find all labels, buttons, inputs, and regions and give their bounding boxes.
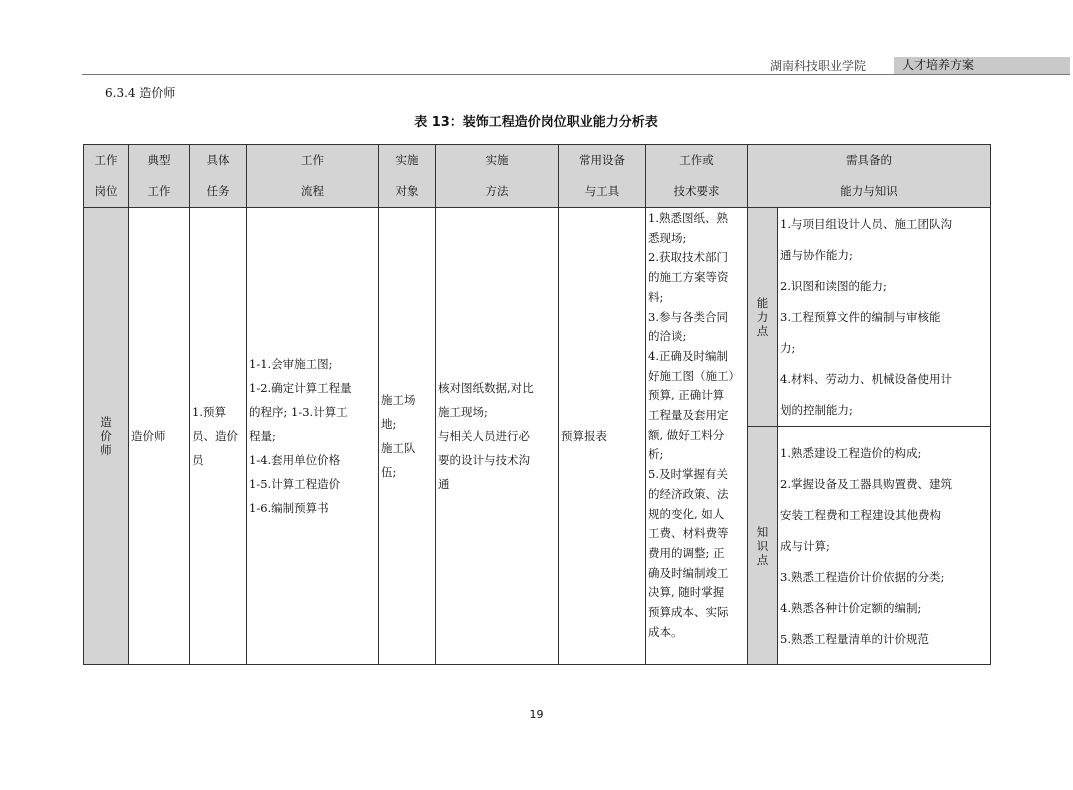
page-number: 19 (529, 708, 544, 721)
text-line: 地; (381, 417, 397, 431)
method-cell (436, 208, 559, 665)
text-line: 通 (438, 477, 450, 491)
flow-cell (247, 208, 379, 665)
knowledge-point-list (778, 427, 991, 665)
abilities-knowledge-cell (748, 208, 991, 665)
text-line: 5.及时掌握有关 (648, 467, 728, 482)
text-line: 1.与项目组设计人员、施工团队沟 (780, 216, 952, 231)
text-line: 1.熟悉图纸、熟 (648, 211, 728, 225)
header-cell-requirements: 工作或 技术要求 (646, 145, 748, 208)
text-line: 额, 做好工料分 (648, 427, 725, 442)
text-line: 工程量及套用定 (648, 408, 729, 423)
text-line: 1-4.套用单位价格 (249, 453, 341, 467)
text-line: 施工队 (381, 441, 416, 455)
text-line: 的洽谈; (648, 329, 687, 344)
vertical-post-label: 造 价 师 (100, 415, 112, 457)
text-line: 5.熟悉工程量清单的计价规范 (780, 632, 929, 646)
task-cell (190, 208, 247, 665)
header-cell-typical-work: 典型 工作 (129, 145, 190, 208)
text-line: 3.工程预算文件的编制与审核能 (780, 309, 941, 324)
text-line: 的经济政策、法 (648, 486, 729, 501)
text-line: 好施工图（施工） (648, 368, 740, 383)
text-line: 划的控制能力; (780, 402, 853, 417)
text-line: 员、造价 (192, 429, 238, 443)
text-line: 4.正确及时编制 (648, 348, 728, 363)
header-school-name: 湖南科技职业学院 (770, 59, 867, 73)
knowledge-point-label: 知 识 点 (748, 427, 778, 665)
text-line: 员 (192, 453, 204, 467)
header-cell-tools: 常用设备 与工具 (559, 145, 646, 208)
text-line: 工费、材料费等 (648, 526, 729, 541)
text-line: 料; (648, 289, 664, 304)
text-line: 施工现场; (438, 405, 488, 419)
header-document-title: 人才培养方案 (894, 57, 1070, 74)
header-cell-object: 实施 对象 (379, 145, 436, 208)
text-line: 析; (648, 447, 664, 462)
text-line: 成本。 (648, 624, 683, 639)
skill-point-list (778, 208, 991, 427)
text-line: 1-1.会审施工图; (249, 357, 333, 371)
header-cell-flow: 工作 流程 (247, 145, 379, 208)
text-line: 预算成本、实际 (648, 605, 729, 620)
text-line: 规的变化, 如人 (648, 506, 725, 521)
text-line: 1-6.编制预算书 (249, 501, 329, 515)
requirements-cell (646, 208, 748, 665)
text-line: 与相关人员进行必 (438, 429, 530, 443)
text-line: 3.熟悉工程造价计价依据的分类; (780, 570, 945, 584)
abilities-subtable (748, 208, 990, 664)
competency-table (83, 144, 991, 665)
header-cell-method: 实施 方法 (436, 145, 559, 208)
tools-cell: 预算报表 (559, 208, 646, 665)
text-line: 2.掌握设备及工器具购置费、建筑 (780, 477, 952, 491)
header-cell-abilities: 需具备的 能力与知识 (748, 145, 991, 208)
text-line: 2.识图和读图的能力; (780, 278, 887, 293)
text-line: 伍; (381, 465, 397, 479)
text-line: 要的设计与技术沟 (438, 453, 530, 467)
text-line: 费用的调整; 正 (648, 545, 725, 560)
text-line: 成与计算; (780, 539, 830, 553)
text-line: 4.熟悉各种计价定额的编制; (780, 601, 922, 615)
table-caption: 表 13：装饰工程造价岗位职业能力分析表 (414, 115, 658, 130)
text-line: 决算, 随时掌握 (648, 585, 725, 600)
table-row (84, 208, 991, 665)
skill-point-label: 能 力 点 (748, 208, 778, 427)
text-line: 的程序; 1-3.计算工 (249, 405, 348, 419)
header-rule (82, 74, 1070, 75)
text-line: 1.熟悉建设工程造价的构成; (780, 446, 922, 460)
text-line: 通与协作能力; (780, 247, 853, 262)
text-line: 确及时编制竣工 (648, 565, 729, 580)
text-line: 预算, 正确计算 (648, 388, 725, 403)
post-cell (84, 208, 129, 665)
text-line: 3.参与各类合同 (648, 309, 728, 324)
text-line: 1-2.确定计算工程量 (249, 381, 352, 395)
text-line: 4.材料、劳动力、机械设备使用计 (780, 371, 952, 386)
object-cell (379, 208, 436, 665)
text-line: 核对图纸数据,对比 (438, 381, 534, 395)
text-line: 力; (780, 340, 796, 355)
header-cell-post: 工作 岗位 (84, 145, 129, 208)
text-line: 安装工程费和工程建设其他费构 (780, 508, 941, 522)
text-line: 1.预算 (192, 405, 226, 419)
text-line: 程量; (249, 429, 276, 443)
text-line: 悉现场; (648, 230, 687, 245)
typical-work-cell: 造价师 (129, 208, 190, 665)
text-line: 的施工方案等资 (648, 270, 729, 285)
section-heading: 6.3.4 造价师 (105, 86, 176, 100)
text-line: 1-5.计算工程造价 (249, 477, 341, 491)
header-row (84, 145, 991, 208)
text-line: 施工场 (381, 393, 416, 407)
header-cell-task: 具体 任务 (190, 145, 247, 208)
text-line: 2.获取技术部门 (648, 250, 728, 265)
